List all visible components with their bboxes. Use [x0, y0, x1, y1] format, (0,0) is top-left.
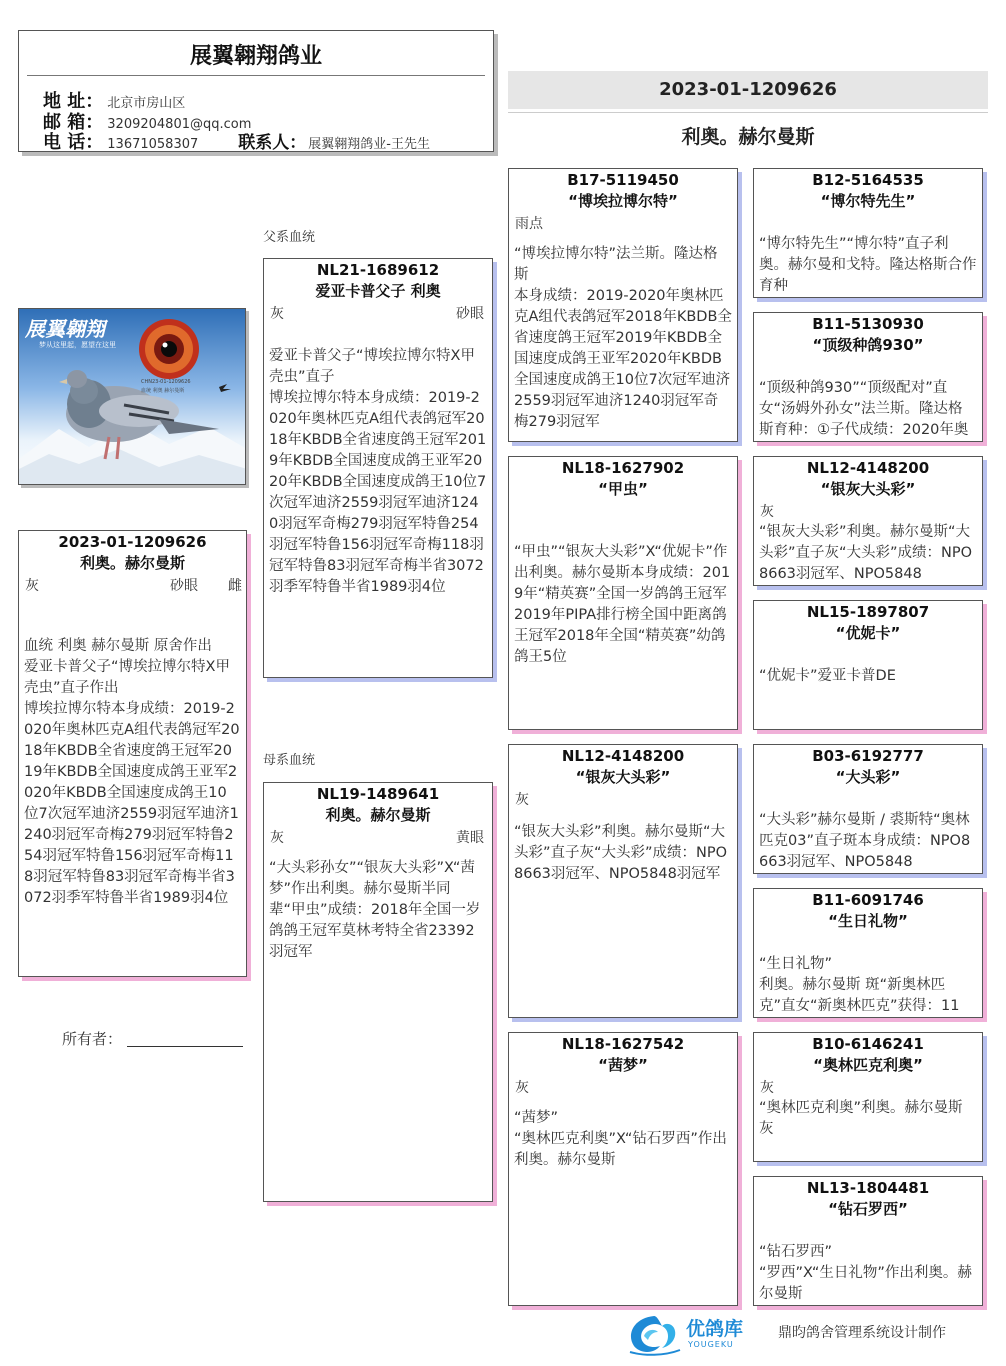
ggp2-name: “顶级种鸽930”: [812, 336, 924, 354]
ggp5-meta: [754, 788, 982, 810]
ggp6-ring: B11-6091746: [812, 891, 924, 909]
dam-desc: “大头彩孙女”“银灰大头彩”X“茜梦”作出利奥。赫尔曼斯半同辈“甲虫”成绩：2018年全国一岁鸽鸽王冠军莫林考特全省23392羽冠军: [269, 860, 481, 960]
sire-card: [263, 258, 493, 678]
ggp3-meta: [754, 500, 982, 522]
ggp-card-7: [753, 1032, 983, 1162]
ggp2-desc: “顶级种鸽930”“顶级配对”直女“汤姆外孙女”法兰斯。隆达格斯育种：①子代成绩：2020年奥: [759, 380, 969, 438]
gp1-ring: B17-5119450: [567, 171, 679, 189]
dam-color: 灰: [270, 830, 284, 846]
ggp1-ring: B12-5164535: [812, 171, 924, 189]
gp2-name: “甲虫”: [598, 480, 648, 498]
gp2-ring: NL18-1627902: [561, 459, 685, 477]
ggp-card-1: [753, 168, 983, 298]
gp4-ring: NL18-1627542: [561, 1035, 685, 1053]
gp3-name: “银灰大头彩”: [575, 768, 671, 786]
gp3-meta: [509, 788, 737, 810]
gp3-color: 灰: [515, 792, 529, 808]
gp4-name: “茜梦”: [598, 1056, 648, 1074]
gp1-color: 雨点: [515, 216, 543, 232]
ggp4-desc: “优妮卡”爱亚卡普DE: [759, 668, 896, 684]
ggp-card-4: [753, 600, 983, 730]
email-value: 3209204801@qq.com: [107, 117, 252, 132]
ggp6-name: “生日礼物”: [828, 912, 908, 930]
address-label: 地 址：: [43, 91, 104, 112]
gp2-desc: “甲虫”“银灰大头彩”X“优妮卡”作出利奥。赫尔曼斯本身成绩：2019年“精英赛”全国一岁鸽鸽王冠军2019年PIPA排行榜全国中距离鸽王冠军2018年全国“精英赛”幼鸽鸽王5位: [514, 544, 731, 665]
gp4-desc: “茜梦” “奥林匹克利奥”X“钻石罗西”作出利奥。赫尔曼斯: [514, 1110, 727, 1168]
subject-color: 灰: [25, 578, 39, 594]
subject-desc: 血统 利奥 赫尔曼斯 原舍作出 爱亚卡普父子“博埃拉博尔特X甲壳虫”直子作出 博埃拉博尔特本身成绩：2019-2020年奥林匹克A组代表鸽冠军2018年KBDB全省速度鸽王冠军2019年KBDB全国速度成鸽王亚军2020年KBDB全国速度成鸽王10位7次冠军迪济2559羽冠军迪济1240羽冠军奇梅279羽冠军特鲁254羽冠军特鲁156羽冠军奇梅118羽冠军特鲁83羽冠军奇梅半省3072羽季军特鲁半省1989羽4位: [24, 638, 240, 906]
gp1-name: “博埃拉博尔特”: [568, 192, 678, 210]
father-line-label: 父系血统: [263, 230, 316, 245]
yougeku-logo: [624, 1312, 764, 1358]
phone-row: [43, 128, 430, 154]
sire-eye: 砂眼: [456, 306, 484, 322]
brand-name-en: YOUGEKU: [688, 1340, 734, 1349]
ggp2-ring: B11-5130930: [812, 315, 924, 333]
sire-ring: NL21-1689612: [316, 261, 440, 279]
gp3-desc: “银灰大头彩”利奥。赫尔曼斯“大头彩”直子灰“大头彩”成绩：NPO8663羽冠军、NPO5848羽冠军: [514, 824, 728, 882]
ggp3-desc: “银灰大头彩”利奥。赫尔曼斯“大头彩”直子灰“大头彩”成绩：NPO8663羽冠军、NPO5848: [759, 524, 973, 582]
subject-eye: 砂眼: [170, 578, 198, 594]
grandparent-card-1: [508, 168, 738, 442]
phone-value: 13671058307: [107, 137, 199, 152]
ggp-card-5: [753, 744, 983, 874]
ggp2-meta: [754, 356, 982, 378]
ggp5-desc: “大头彩”赫尔曼斯 / 裘斯特“奥林匹克03”直子斑本身成绩：NPO8663羽冠军、NPO5848: [759, 812, 971, 870]
owner-signature-line: [127, 1046, 243, 1047]
pedigree-ring-title: 2023-01-1209626: [508, 71, 988, 109]
sire-meta: [264, 302, 492, 324]
pedigree-name-title: 利奥。赫尔曼斯: [681, 126, 815, 148]
dam-name: 利奥。赫尔曼斯: [325, 806, 431, 824]
company-name: 展翼翱翔鸽业: [189, 44, 322, 69]
mother-line-label: 母系血统: [263, 753, 316, 768]
ggp4-ring: NL15-1897807: [806, 603, 930, 621]
dam-card: [263, 782, 493, 1202]
title-divider: [508, 112, 988, 113]
ggp-card-3: [753, 456, 983, 586]
dam-meta: [264, 826, 492, 848]
dam-eye: 黄眼: [456, 830, 484, 846]
phone-label: 电 话：: [43, 132, 104, 153]
ggp7-name: “奥林匹克利奥”: [813, 1056, 923, 1074]
grandparent-card-3: [508, 744, 738, 1018]
ggp8-desc: “钻石罗西” “罗西”X“生日礼物”作出利奥。赫尔曼斯: [759, 1244, 972, 1302]
sire-desc: 爱亚卡普父子“博埃拉博尔特X甲壳虫”直子 博埃拉博尔特本身成绩：2019-2020年奥林匹克A组代表鸽冠军2018年KBDB全省速度鸽王冠军2019年KBDB全国速度成鸽王亚军2020年KBDB全国速度成鸽王10位7次冠军迪济2559羽冠军迪济1240羽冠军奇梅279羽冠军特鲁254羽冠军特鲁156羽冠军奇梅118羽冠军特鲁83羽冠军奇梅半省3072羽季军特鲁半省1989羽4位: [269, 348, 487, 595]
breeder-header: [18, 30, 494, 152]
subject-sex: 雌: [228, 578, 242, 594]
grandparent-card-4: [508, 1032, 738, 1306]
brand-name: 优鸽库: [686, 1318, 744, 1340]
address-value: 北京市房山区: [107, 96, 186, 111]
ggp-card-6: [753, 888, 983, 1018]
owner-label: 所有者：: [62, 1030, 123, 1048]
ggp7-ring: B10-6146241: [812, 1035, 924, 1053]
wave-logo-icon: [624, 1312, 684, 1356]
pigeon-photo: [18, 308, 246, 485]
subject-name: 利奥。赫尔曼斯: [79, 554, 185, 572]
subject-card: [18, 530, 247, 977]
ggp8-meta: [754, 1220, 982, 1242]
ggp8-ring: NL13-1804481: [806, 1179, 930, 1197]
subject-meta: [19, 574, 246, 596]
ggp7-desc: “奥林匹克利奥”利奥。赫尔曼斯灰: [759, 1100, 963, 1137]
ggp1-name: “博尔特先生”: [820, 192, 916, 210]
subject-ring: 2023-01-1209626: [58, 533, 207, 551]
ggp6-meta: [754, 932, 982, 954]
header-divider: [27, 75, 485, 76]
photo-line2: 血统 利奥 赫尔曼斯: [141, 388, 185, 394]
gp1-meta: [509, 212, 737, 234]
sire-color: 灰: [270, 306, 284, 322]
ggp7-color: 灰: [760, 1080, 774, 1096]
ggp3-name: “银灰大头彩”: [820, 480, 916, 498]
gp3-ring: NL12-4148200: [561, 747, 685, 765]
ggp3-color: 灰: [760, 504, 774, 520]
ggp4-meta: [754, 644, 982, 666]
contact-label: 联系人：: [238, 133, 307, 153]
contact-value: 展翼翱翔鸽业-王先生: [308, 137, 430, 152]
credit-text: 鼎昀鸽舍管理系统设计制作: [778, 1325, 946, 1341]
grandparent-card-2: [508, 456, 738, 730]
email-label: 邮 箱：: [43, 112, 104, 133]
sire-name: 爱亚卡普父子 利奥: [315, 282, 441, 300]
ggp7-meta: [754, 1076, 982, 1098]
photo-banner: 展翼翱翔: [25, 317, 105, 341]
ggp1-meta: [754, 212, 982, 234]
gp1-desc: “博埃拉博尔特”法兰斯。隆达格斯 本身成绩：2019-2020年奥林匹克A组代表鸽冠军2018年KBDB全省速度鸽王冠军2019年KBDB全国速度成鸽王亚军2020年KBDB全国速度成鸽王10位7次冠军迪济2559羽冠军迪济1240羽冠军奇梅279羽冠军: [514, 246, 732, 430]
ggp6-desc: “生日礼物” 利奥。赫尔曼斯 斑“新奥林匹克”直女“新奥林匹克”获得：11: [759, 956, 960, 1014]
ggp-card-2: [753, 312, 983, 442]
ggp1-desc: “博尔特先生”“博尔特”直子利奥。赫尔曼和戈特。隆达格斯合作育种: [759, 236, 977, 294]
dam-ring: NL19-1489641: [316, 785, 440, 803]
ggp5-name: “大头彩”: [835, 768, 901, 786]
ggp5-ring: B03-6192777: [812, 747, 924, 765]
ggp8-name: “钻石罗西”: [828, 1200, 908, 1218]
gp4-color: 灰: [515, 1080, 529, 1096]
ggp3-ring: NL12-4148200: [806, 459, 930, 477]
gp4-meta: [509, 1076, 737, 1098]
ggp4-name: “优妮卡”: [835, 624, 901, 642]
gp2-meta: [509, 500, 737, 522]
photo-ring: CHN23-01-1209626: [141, 379, 191, 385]
photo-slogan: 梦从这里起，愿望在这里: [39, 341, 116, 349]
ggp-card-8: [753, 1176, 983, 1306]
